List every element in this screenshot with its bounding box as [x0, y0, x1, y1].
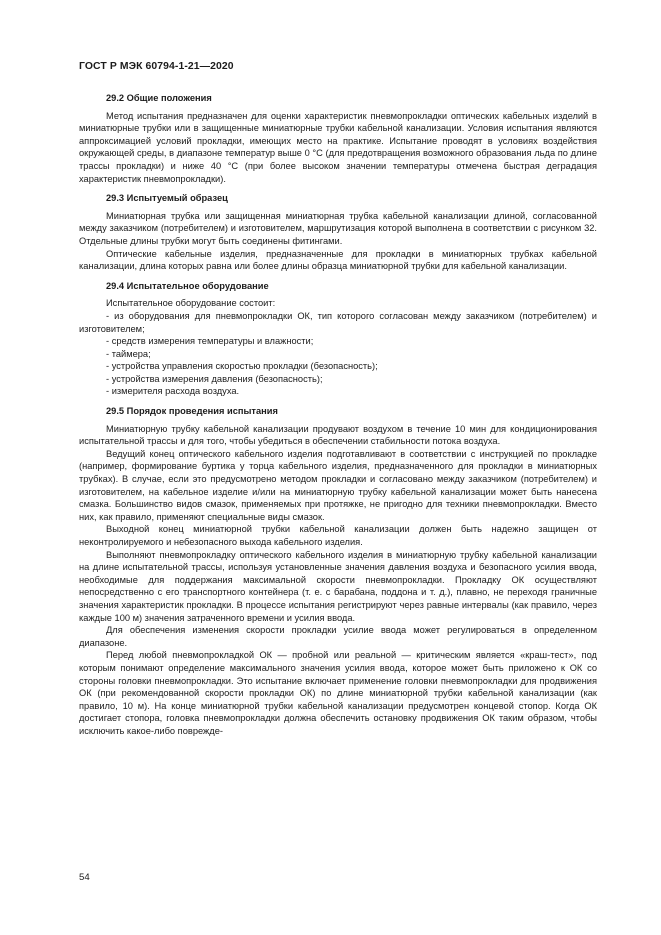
paragraph: Для обеспечения изменения скорости прокладки усилие ввода может регулироваться в определенном диапазоне.	[79, 625, 597, 648]
section-29-5	[79, 405, 597, 737]
paragraph: Перед любой пневмопрокладкой ОК — пробной или реальной — критическим является «краш-тест», под которым понимают определение максимального значения усилия ввода, которое может быть приложено к ОК со стороны головки пневмопрокладки. Это испытание включает применение головки пневмопрокладки для продвижения ОК (при рекомендованной скорости прокладки ОК) по длине миниатюрной трубки кабельной канализации (как правило, 10 м). На конце миниатюрной трубки кабельной канализации предусмотрен концевой стопор. Когда ОК достигает стопора, головка пневмопрокладки должна обеспечить остановку продвижения ОК таким образом, чтобы исключить какое-либо поврежде-	[79, 650, 597, 736]
section-title: 29.2 Общие положения	[106, 93, 212, 103]
document-header: ГОСТ Р МЭК 60794-1-21—2020	[79, 61, 234, 72]
section-title: 29.3 Испытуемый образец	[106, 193, 228, 204]
section-title: 29.4 Испытательное оборудование	[106, 280, 269, 291]
document-body	[79, 92, 597, 745]
list-item: - устройства управления скоростью прокладки (безопасность);	[79, 360, 597, 373]
list-item: - устройства измерения давления (безопасность);	[79, 373, 597, 386]
list-item: - таймера;	[79, 348, 597, 361]
list-item: - измерителя расхода воздуха.	[79, 385, 597, 398]
paragraph: Миниатюрная трубка или защищенная миниатюрная трубка кабельной канализации длиной, согласованной между заказчиком (потребителем) и изготовителем, маршрутизация которой выполнена в соответствии с рисунком 32. Отдельные длины трубки могут быть соединены фитингами.	[79, 210, 597, 246]
paragraph: Выходной конец миниатюрной трубки кабельной канализации должен быть надежно защищен от неконтролируемого и небезопасного выхода кабельного изделия.	[79, 524, 597, 547]
section-29-3	[79, 192, 597, 273]
paragraph: Ведущий конец оптического кабельного изделия подготавливают в соответствии с инструкцией по прокладке (например, формирование буртика у торца кабельного изделия, предназначенного для прокладки в миниатюрных трубках). В случае, если это предусмотрено методом прокладки и согласовано между заказчиком (потребителем) и изготовителем, на кабельное изделие и/или на миниатюрную трубку кабельной канализации может быть нанесена смазка. Большинство видов смазок, применяемых при протяжке, не пригодно для техники пневмопрокладки. Вместо них, как правило, применяют специальные виды смазок.	[79, 448, 597, 522]
paragraph: Метод испытания предназначен для оценки характеристик пневмопрокладки оптических кабельных изделий в миниатюрные трубки или в защищенные миниатюрные трубки кабельной канализации. Условия испытания являются аппроксимацией условий прокладки, имеющих место на практике. Испытание проводят в условиях воздействия окружающей среды, в диапазоне температур выше 0 °С (для предотвращения возможного образования льда по длине трассы прокладки) и ниже 40 °С (при более высоком значении температуры отмечена быстрая деградация характеристик пневмопрокладки).	[79, 110, 597, 184]
section-29-2	[79, 92, 597, 185]
list-intro: Испытательное оборудование состоит:	[106, 298, 276, 309]
list-item: - из оборудования для пневмопрокладки ОК, тип которого согласован между заказчиком (потребителем) и изготовителем;	[79, 310, 597, 334]
paragraph: Выполняют пневмопрокладку оптического кабельного изделия в миниатюрную трубку кабельной канализации на длине испытательной трассы, используя установленные значения давления воздуха и безопасного усилия ввода, необходимые для поддержания максимальной скорости пневмопрокладки. Прокладку ОК осуществляют непосредственно с его транспортного контейнера (т. е. с барабана, поддона и т. д.), плавно, не переходя граничные значения характеристик прокладки. В процессе испытания регистрируют через равные интервалы (как правило, через каждые 100 м) значения затраченного времени и усилия ввода.	[79, 549, 597, 623]
paragraph: Миниатюрную трубку кабельной канализации продувают воздухом в течение 10 мин для кондиционирования испытательной трассы и для того, чтобы убедиться в обеспечении стабильности потока воздуха.	[79, 423, 597, 447]
list-item: - средств измерения температуры и влажности;	[79, 335, 597, 348]
paragraph: Оптические кабельные изделия, предназначенные для прокладки в миниатюрных трубках кабельной канализации, длина которых равна или более длины образца миниатюрной трубки для кабельной канализации.	[79, 248, 597, 272]
section-title: 29.5 Порядок проведения испытания	[106, 406, 278, 417]
section-29-4	[79, 280, 597, 398]
page-number: 54	[79, 872, 90, 883]
